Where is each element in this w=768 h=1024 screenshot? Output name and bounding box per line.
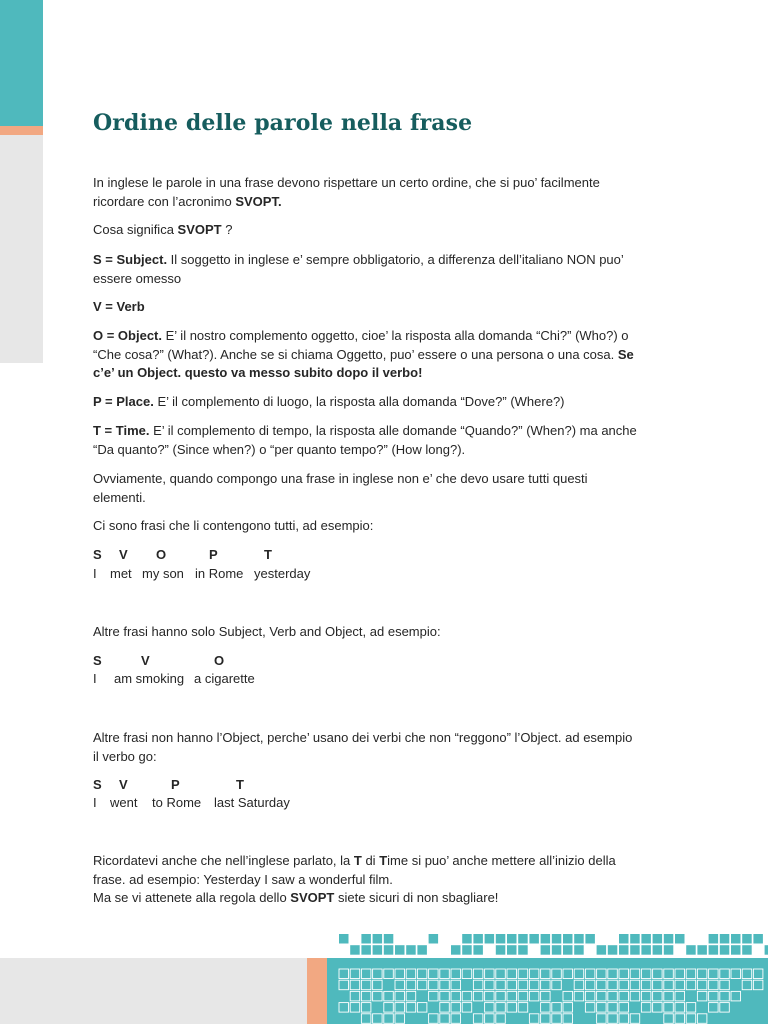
pixel-square: [664, 945, 674, 955]
example1-word-time: yesterday: [254, 566, 311, 581]
example2-word-verb: am smoking: [114, 671, 185, 686]
pixel-square: [541, 945, 551, 955]
pixel-square: [384, 945, 394, 955]
pixel-square: [395, 945, 405, 955]
decorative-band-gray: [0, 958, 307, 1024]
place-text: E’ il complemento di luogo, la risposta alla domanda “Dove?” (Where?): [153, 394, 565, 409]
pixel-square: [597, 945, 607, 955]
closing-text-d: Ma se vi attenete alla regola dello: [93, 890, 291, 905]
closing-acronym: SVOPT: [290, 890, 335, 905]
example1-letter-t: T: [264, 547, 272, 562]
closing-text-e: siete sicuri di non sbagliare!: [334, 890, 499, 905]
pixel-square: [709, 934, 719, 944]
pixel-square: [585, 934, 595, 944]
closing-paragraph: [93, 852, 638, 908]
page-title: Ordine delle parole nella frase: [93, 110, 473, 136]
pixel-square: [429, 934, 439, 944]
example3-letter-p: P: [171, 777, 180, 792]
question-acronym: SVOPT: [177, 222, 222, 237]
pixel-square: [529, 934, 539, 944]
example2-letter-o: O: [214, 653, 225, 668]
decorative-strip-orange: [0, 126, 43, 135]
example1-word-subject: I: [93, 566, 97, 581]
example3-letter-v: V: [119, 777, 128, 792]
pixel-square: [742, 945, 752, 955]
example3-letter-s: S: [93, 777, 102, 792]
pixel-square: [473, 934, 483, 944]
example3-word-verb: went: [110, 795, 138, 810]
time-text: E’ il complemento di tempo, la risposta alle domande “Quando?” (When?) ma anche “Da quanto?” (Since when?) o “per quanto tempo?” (How long?).: [93, 423, 637, 457]
pixel-square: [339, 934, 349, 944]
verb-label: V = Verb: [93, 299, 145, 314]
example2-word-object: a cigarette: [194, 671, 255, 686]
verb-definition: [93, 298, 638, 317]
example2-word-subject: I: [93, 671, 97, 686]
pixel-square: [384, 934, 394, 944]
pixel-square: [451, 945, 461, 955]
pixel-square: [563, 945, 573, 955]
place-definition: [93, 393, 638, 412]
closing-t-bold-2: T: [379, 853, 388, 868]
pixel-square: [686, 945, 696, 955]
pixel-square: [406, 945, 416, 955]
pixel-square: [462, 945, 472, 955]
pixel-square: [518, 945, 528, 955]
pixel-square: [507, 934, 517, 944]
pixel-square: [753, 934, 763, 944]
pixel-square: [361, 945, 371, 955]
example1-word-place: in Rome: [195, 566, 244, 581]
pixel-square: [373, 934, 383, 944]
pixel-square: [709, 945, 719, 955]
object-text: E’ il nostro complemento oggetto, cioe’ la risposta alla domanda “Chi?” (Who?) o “Che cosa?” (What?). Anche se si chiama Oggetto, puo’ essere o una persona o una cosa.: [93, 328, 629, 362]
pixel-square: [552, 945, 562, 955]
question-suffix: ?: [221, 222, 233, 237]
subject-definition: [93, 251, 638, 288]
example3-intro: Altre frasi non hanno l’Object, perche’ usano dei verbi che non “reggono” l’Object. ad esempio il verbo go:: [93, 730, 633, 764]
pixel-square: [574, 934, 584, 944]
example3-word-place: to Rome: [152, 795, 202, 810]
closing-text-b: di: [361, 853, 380, 868]
pixel-square: [541, 934, 551, 944]
pixel-square: [630, 934, 640, 944]
pixel-square: [462, 934, 472, 944]
time-label: T = Time.: [93, 423, 150, 438]
pixel-square: [742, 934, 752, 944]
pixel-square: [720, 934, 730, 944]
closing-text-a: Ricordatevi anche che nell’inglese parlato, la: [93, 853, 354, 868]
example1-word-object: my son: [142, 566, 184, 581]
example1-word-verb: met: [110, 566, 132, 581]
decorative-band-orange: [307, 958, 327, 1024]
pixel-square: [619, 934, 629, 944]
pixel-square: [361, 934, 371, 944]
pixel-square: [675, 934, 685, 944]
pixel-square: [507, 945, 517, 955]
pixel-square: [373, 945, 383, 955]
pixel-square: [574, 945, 584, 955]
pixel-square: [765, 945, 768, 955]
object-label: O = Object.: [93, 328, 162, 343]
pixel-square: [731, 945, 741, 955]
pixel-square: [496, 934, 506, 944]
pixel-square: [697, 945, 707, 955]
pixel-square: [563, 934, 573, 944]
pixel-square: [641, 934, 651, 944]
pixel-square: [552, 934, 562, 944]
pixel-square: [653, 934, 663, 944]
subject-label: S = Subject.: [93, 252, 168, 267]
decorative-band-teal: [327, 958, 768, 1024]
note-paragraph: Ovviamente, quando compongo una frase in inglese non e’ che devo usare tutti questi elementi.: [93, 471, 588, 505]
example3-word-subject: I: [93, 795, 97, 810]
object-emphasis: Se c’e’ un Object. questo va messo subito dopo il verbo!: [93, 346, 634, 380]
intro-acronym: SVOPT.: [235, 193, 282, 209]
place-label: P = Place.: [93, 394, 154, 409]
pixel-square: [641, 945, 651, 955]
example1-letter-s: S: [93, 547, 102, 562]
pixel-square: [653, 945, 663, 955]
pixel-square: [518, 934, 528, 944]
example2-letter-v: V: [141, 653, 150, 668]
pixel-square: [619, 945, 629, 955]
pixel-square: [664, 934, 674, 944]
example3-word-time: last Saturday: [214, 795, 290, 810]
intro-text: In inglese le parole in una frase devono rispettare un certo ordine, che si puo’ facilmente ricordare con l’acronimo: [93, 175, 600, 209]
decorative-strip-gray: [0, 135, 43, 363]
pixel-square: [350, 945, 360, 955]
closing-text-c: ime si puo’ anche mettere all’inizio della frase. ad esempio: Yesterday I saw a wonderful film.: [93, 853, 616, 887]
example2-intro: Altre frasi hanno solo Subject, Verb and Object, ad esempio:: [93, 624, 441, 639]
question-text: Cosa significa: [93, 222, 178, 237]
example1-intro: Ci sono frasi che li contengono tutti, ad esempio:: [93, 518, 374, 533]
time-definition: [93, 422, 638, 459]
decorative-strip-teal: [0, 0, 43, 126]
pixel-square: [473, 945, 483, 955]
pixel-square: [630, 945, 640, 955]
subject-text: Il soggetto in inglese e’ sempre obbligatorio, a differenza dell’italiano NON puo’ essere omesso: [93, 252, 624, 286]
closing-t-bold-1: T: [353, 853, 362, 868]
pixel-square: [485, 934, 495, 944]
pixel-square: [417, 945, 427, 955]
example3-letter-t: T: [236, 777, 244, 792]
question-paragraph: [93, 221, 638, 240]
pixel-square: [496, 945, 506, 955]
intro-paragraph: [93, 174, 638, 211]
pixel-square: [720, 945, 730, 955]
pixel-square: [608, 945, 618, 955]
pixel-square: [731, 934, 741, 944]
example1-letter-o: O: [156, 547, 167, 562]
example1-letter-p: P: [209, 547, 218, 562]
example1-letter-v: V: [119, 547, 128, 562]
example2-letter-s: S: [93, 653, 102, 668]
object-definition: [93, 327, 638, 383]
